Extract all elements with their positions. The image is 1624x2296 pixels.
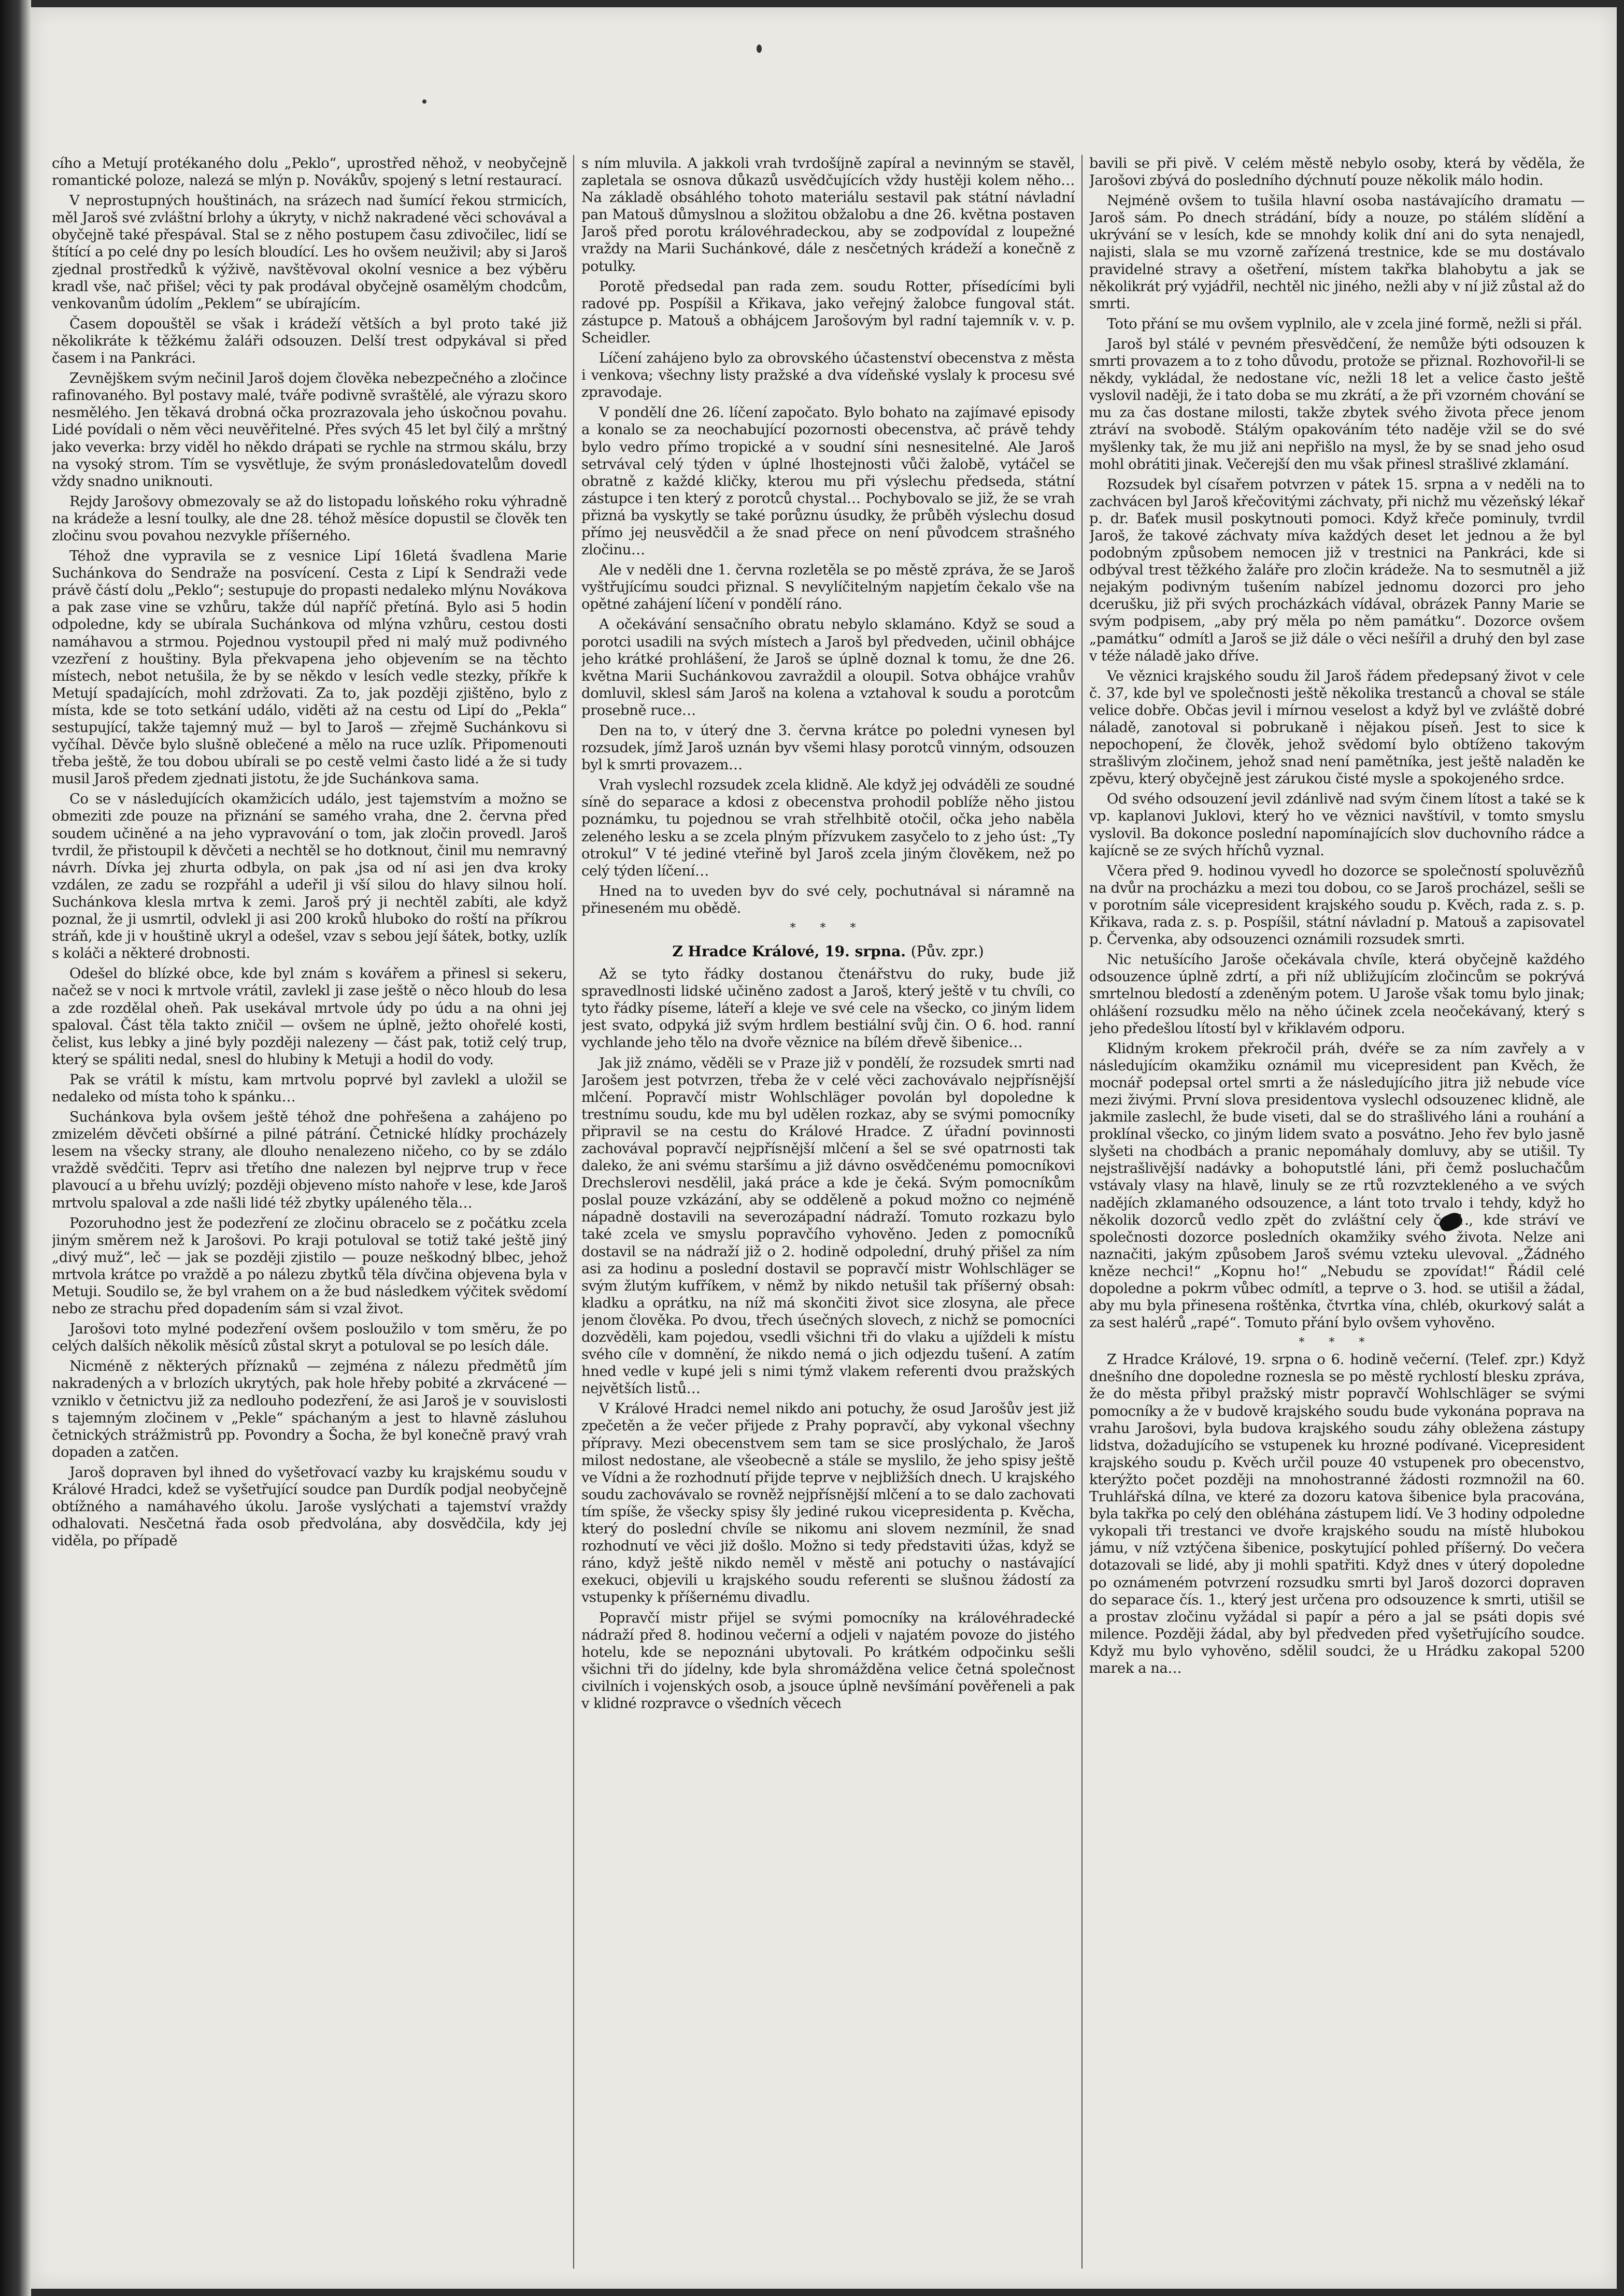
paragraph: Ve věznici krajského soudu žil Jaroš řádem předepsaný život v cele č. 37, kde byl ve společnosti ještě několika trestanců a choval se stále velice dobře. Občas jevil i mírnou veselost a když byl ve zvláště dobré náladě, zanotoval si pobrukaně i nějakou píseň. Jest to sice k nepochopení, že člověk, jehož svědomí bylo obtíženo takovým strašlivým zločinem, jehož snad není pamětníka, jest ještě naladěn ke zpěvu, který obyčejně jest zárukou čisté mysle a spokojeného srdce. [1089, 668, 1585, 787]
paragraph: Včera před 9. hodinou vyvedl ho dozorce se společností spoluvězňů na dvůr na procházku a mezi tou dobou, co se Jaroš procházel, sešli se v porotním sále vicepresident krajského soudu p. Kvěch, rada z. s. p. Křikava, rada z. s. p. Pospíšil, státní návladní p. Matouš a zapisovatel p. Červenka, aby odsouzenci oznámili rozsudek smrti. [1089, 863, 1585, 948]
column-rule [1081, 155, 1082, 2269]
paragraph: Až se tyto řádky dostanou čtenářstvu do ruky, bude již spravedlnosti lidské učiněno zadost a Jaroš, který ještě v tu chvíli, co tyto řádky píseme, láteří a kleje ve své cele na všecko, co jiným lidem jest svato, odpyká již svým hrdlem bestiální svůj čin. O 6. hod. ranní vychlande jeho tělo na dvoře věznice na bílém dřevě šibenice… [581, 966, 1075, 1051]
paragraph: Jarošovi toto mylné podezření ovšem posloužilo v tom směru, že po celých dalších několik měsíců zůstal skryt a potuloval se po lesích dále. [52, 1321, 567, 1355]
paragraph: Den na to, v úterý dne 3. června krátce po poledni vynesen byl rozsudek, jímž Jaroš uznán byv všemi hlasy porotců vinným, odsouzen byl k smrti provazem… [581, 723, 1075, 773]
dateline-place: Z Hradce Králové, 19. srpna. [672, 943, 906, 960]
paragraph: Z Hradce Králové, 19. srpna o 6. hodině večerní. (Telef. zpr.) Když dnešního dne dopoledne roznesla se po městě rychlostí blesku zpráva, že do města přibyl pražský mistr popravčí Wohlschläger se svými pomocníky a že v budově krajského soudu bude vykonána poprava na vrahu Jarošovi, byla budova krajského soudu záhy obležena zástupy lidstva, dožadujícího se vstupenek ku hrozné podívané. Vicepresident krajského soudu p. Kvěch určil pouze 40 vstupenek pro obecenstvo, kterýžto počet později na mnohostranné žádosti rozmnožil na 60. Truhlářská dílna, ve které za dozoru katova šibenice byla pracována, byla takřka po celý den obléhána zástupem lidí. Ve 3 hodiny odpoledne vykopali tři trestanci ve dvoře krajského soudu na místě hlubokou jámu, v níž vztýčena šibenice, poskytující pohled příšerný. Do večera dotazovali se lidé, aby ji mohli spatřiti. Když dnes v úterý dopoledne po oznámeném potvrzení rozsudku smrti byl Jaroš dozorci dopraven do separace čís. 1., který jest určena pro odsouzence k smrti, utišil se a prostav zločinu vyžádal si papír a péro a jal se psáti dopis své milence. Později žádal, aby byl předveden před vyšetřujícího soudce. Když mu bylo vyhověno, sdělil soudci, že u Hrádku zakopal 5200 marek a na… [1089, 1352, 1585, 1676]
paragraph: V Králové Hradci nemel nikdo ani potuchy, že osud Jarošův jest již zpečetěn a že večer přijede z Prahy popravčí, aby vykonal všechny přípravy. Mezi obecenstvem sem tam se sice proslýchalo, že Jaroš milost nedostane, ale všeobecně a stále se myslilo, že jeho spisy ještě ve Vídni a že rozhodnutí přijde teprve v nejbližších dnech. U krajského soudu zachovávalo se rovněž nejpřísnější mlčení a to se dalo zachovati tím spíše, že všecky spisy šly jediné rukou vicepresidenta p. Kvěcha, který do poslední chvíle se nikomu ani slovem nezmínil, že snad rozhodnutí ve věci již došlo. Možno si tedy představiti úžas, když se ráno, když ještě nikdo neměl v městě ani potuchy o nastávající exekuci, objevili u krajského soudu referenti se slušnou žádostí za vstupenky k příšernému divadlu. [581, 1401, 1075, 1606]
paragraph: Od svého odsouzení jevil zdánlivě nad svým činem lítost a také se k vp. kaplanovi Juklovi, který ho ve věznici navštívil, v tomto smyslu vyslovil. Ba dokonce poslední napomínajících slov duchovního rádce a kajícně se ze svých hříchů vyznal. [1089, 791, 1585, 859]
paragraph: Vrah vyslechl rozsudek zcela klidně. Ale když jej odváděli ze soudné síně do separace a kdosi z obecenstva prohodil poblíže něho jistou poznámku, tu pojednou se vrah střelhbitě otočil, očka jeho naběla zeleného lesku a se zcela plným přízvukem zasyčelo to z jeho úst: „Ty otrokul“ V té jediné vteřině byl Jaroš zcela jiným člověkem, než po celý týden líčení… [581, 777, 1075, 879]
paragraph: Porotě předsedal pan rada zem. soudu Rotter, přísedícími byli radové pp. Pospíšil a Křikava, jako veřejný žalobce fungoval stát. zástupce p. Matouš a obhájcem Jarošovým byl radní tajemník v. v. p. Scheidler. [581, 278, 1075, 346]
paragraph: Jak již známo, věděli se v Praze již v pondělí, že rozsudek smrti nad Jarošem jest potvrzen, třeba že v celé věci zachovávalo nejpřísnější mlčení. Popravčí mistr Wohlschläger povolán byl dopoledne k trestnímu soudu, kde mu byl udělen rozkaz, aby se svými pomocníky připravil se na cestu do Králové Hradce. Z úřadní povinnosti zachovával popravčí nejpřísnější mlčení a šel se své opatrnosti tak daleko, že ani svému staršímu a již dávno osvědčenému pomocníkovi Drechslerovi nesdělil, jaká práce a kde je čeká. Svým pomocníkům poslal pouze vzkázání, aby se odděleně a pokud možno co nejméně nápadně dostavili na severozápadní nádraží. Tomuto rozkazu bylo také zcela ve smyslu popravčího vyhověno. Jeden z pomocníků dostavil se na nádraží již o 2. hodině odpolední, druhý přišel za ním asi za hodinu a poslední dostavil se popravčí mistr Wohlschläger se svým žlutým kufříkem, v němž by nikdo netušil tak příšerný obsah: kladku a oprátku, na níž má skončiti život sice zlosyna, ale přece jenom člověka. Po dvou, třech úsečných slovech, z nichž se pomocníci dozvěděli, kam pojedou, vsedli všichni tři do vlaku a ujíždeli k místu svého cíle v domnění, že nikdo nemá o jich odjezdu tušení. A zatím hned vedle v kupé jeli s nimi týmž vlakem referenti dvou pražských největších listů… [581, 1055, 1075, 1397]
article-telephone-report [1089, 1351, 1585, 1677]
paragraph: Nic netušícího Jaroše očekávala chvíle, která obyčejně každého odsouzence úplně zdrtí, a při níž ubližujícím zločincům se pokrývá smrtelnou bledostí a zdeněným potem. U Jaroše však tomu bylo jinak; ohlášení rozsudku mělo na něho účinek zcela neočekávaný, který s jeho předešlou lítostí byl v křiklavém odporu. [1089, 952, 1585, 1037]
paragraph: V pondělí dne 26. líčení započato. Bylo bohato na zajímavé episody a konalo se za neochabující pozornosti obecenstva, ač právě tehdy bylo vedro přímo tropické a v soudní síni nesnesitelné. Ale Jaroš setrvával celý týden v úplné lhostejnosti vůči žalobě, vytáčel se obratně z každé kličky, kterou mu při výslechu předseda, státní zástupce i ten který z porotců chystal… Pochybovalo se již, že se vrah přizná ba vyskytly se také porůznu úsudky, že průběh výslechu dosud přímo jej neusvědčil a že snad přece on není původcem strašného zločinu… [581, 405, 1075, 558]
scan-edge [0, 0, 31, 2296]
paragraph: Líčení zahájeno bylo za obrovského účastenství obecenstva z města i venkova; všechny listy pražské a dva vídeňské vyslaly k procesu své zpravodaje. [581, 350, 1075, 401]
column-1 [52, 155, 567, 2269]
section-stars: * * * [790, 922, 866, 935]
paragraph: bavili se při pivě. V celém městě nebylo osoby, která by věděla, že Jarošovi zbývá do posledního dýchnutí pouze několik málo hodin. [1089, 155, 1585, 189]
article-jaros-last-day [1089, 155, 1585, 1331]
paragraph: Jaroš dopraven byl ihned do vyšetřovací vazby ku krajskému soudu v Králové Hradci, kdež se vyšetřující soudce pan Durdík podjal neobyčejně obtížného a namáhavého úkolu. Jaroše vyslýchati a tajemství vraždy odhalovati. Nesčetná řada osob předvolána, aby dosvědčila, kdy jej viděla, po případě [52, 1464, 567, 1549]
paragraph: Toto přání se mu ovšem vyplnilo, ale v zcela jiné formě, nežli si přál. [1107, 315, 1583, 332]
paragraph: Jaroš byl stálé v pevném přesvědčení, že nemůže býti odsouzen k smrti provazem a to z toho důvodu, protože se přiznal. Rozhovořil-li se někdy, vykládal, že nedostane víc, nežli 18 let a velice často ještě vyslovil naději, že i tato doba se mu zkrátí, a že při vzorném chování se mu za čas dostane milosti, takže zbytek svého života přece jenom ztráví na svobodě. Stálým opakováním této naděje vžil se do své myšlenky tak, že mu již ani nepřišlo na mysl, že by se snad jeho osud mohl obrátiti jinak. Večerejší den mu však přinesl strašlivé zklamání. [1089, 336, 1585, 472]
column-rule [573, 155, 574, 2269]
article-jaros-trial [581, 155, 1075, 917]
newspaper-page [31, 7, 1617, 2289]
paragraph: Rejdy Jarošovy obmezovaly se až do listopadu loňského roku výhradně na krádeže a lesní toulky, ale dne 28. téhož měsíce dopustil se člověk ten zločinu svou povahou nezvykle příšerného. [52, 493, 567, 544]
ink-speck [757, 45, 762, 53]
paragraph: V neprostupných houštinách, na srázech nad šumící řekou strmicích, měl Jaroš své zvláštní brlohy a úkryty, v nichž nakradené věci schovával a obyčejně také přespával. Stal se z něho postupem času zdivočilec, lidí se štítící a po celé dny po lesích bloudící. Les ho ovšem neuživil; aby si Jaroš zjednal prostředků k výživě, navštěvoval okolní vesnice a bez výběru kradl vše, nač přišel; věci ty pak prodával obyčejně osamělým chodcům, venkovanům údolím „Peklem“ se ubírajícím. [52, 193, 567, 312]
column-3 [1089, 155, 1585, 2269]
paragraph: Pak se vrátil k místu, kam mrtvolu poprvé byl zavlekl a uložil se nedaleko od místa toho k spánku… [52, 1071, 567, 1105]
column-2 [581, 155, 1075, 2269]
dateline-agency: (Pův. zpr.) [910, 943, 984, 960]
paragraph: Téhož dne vypravila se z vesnice Lipí 16letá švadlena Marie Suchánkova do Sendraže na posvícení. Cesta z Lipí k Sendraži vede právě částí dolu „Peklo“; sestupuje do propasti nedaleko mlýnu Novákova a pak zase vine se vzhůru, takže dúl napříč přetíná. Bylo asi 5 hodin odpoledne, kdy se ubírala Suchánkova od mlýna vzhůru, cestou dosti namáhavou a strmou. Pojednou vystoupil před ni malý muž podivného vzezření z houštiny. Byla překvapena jeho objevením se na těchto místech, nebot netušila, že by se někdo v lesích vedle stezky, příkře k Metují spadajících, mohl zdržovati. Za to, jak později zjištěno, bylo z místa, kde se toto setkání událo, viděti až na cestu od Lipí do „Pekla“ sestupující, takže tajemný muž — byl to Jaroš — zřejmě Suchánkovu si vyčíhal. Děvče bylo slušně oblečené a mělo na ruce uzlík. Připomenouti třeba ještě, že tou dobou ubírali se po cestě velmi často lidé a že si tudy musil Jaroš předem zjednati jistotu, že jde Suchánkova sama. [52, 548, 567, 787]
paragraph: Hned na to uveden byv do své cely, pochutnával si náramně na přineseném mu obědě. [581, 883, 1075, 916]
ink-speck [422, 99, 426, 104]
paragraph: Co se v následujících okamžicích událo, jest tajemstvím a možno se obmeziti zde pouze na přiznání se samého vraha, dne 2. června před soudem učiněné a na jeho vypravování o tom, jak zločin provedl. Jaroš tvrdil, že přistoupil k děvčeti a nechtěl se ho dotknout, činil mu nemravný návrh. Dívka jej zhurta odbyla, on pak ‚jsa od ní asi jen dva kroky vzdálen, ze zadu se rozpřáhl a udeřil ji vší silou do hlavy silnou holí. Suchánkova klesla mrtva k zemi. Jaroš prý ji nechtěl zabíti, ale když poznal, že ji usmrtil, odvlekl ji asi 200 kroků hluboko do roští na příkrou stráň, kde ji v houštině ukryl a odešel, vzav s sebou její šátek, botky, uzlík s koláči a některé drobnosti. [52, 791, 567, 962]
paragraph: A očekávání sensačního obratu nebylo sklamáno. Když se soud a porotci usadili na svých místech a Jaroš byl předveden, učinil obhájce jeho krátké prohlášení, že Jaroš se úplně doznal k tomu, že dne 26. května Marii Suchánkovou zavraždil a oloupil. Sotva obhájce vrahův domluvil, sklesl sám Jaroš na kolena a vztahoval k soudu a porotcům prosebně ruce… [581, 616, 1075, 719]
paragraph: Suchánkova byla ovšem ještě téhož dne pohřešena a zahájeno po zmizelém děvčeti obšírné a pilné pátrání. Četnické hlídky procházely lesem na všecky strany, ale dlouho nenalezeno ničeho, co by se zdálo vraždě svědčiti. Teprv asi třetího dne nalezen byl nejprve trup v řece plavoucí a u břehu uvízlý; později objeveno místo nahoře v lese, kde Jaroš mrtvolu spaloval a zde našli lidé též zbytky upáleného těla… [52, 1109, 567, 1211]
paragraph: Nicméně z některých příznaků — zejména z nálezu předmětů jím nakradených a v brlozích ukrytých, pak hole hřeby pobité a zkrvácené — vzniklo v četnictvu již za nedlouho podezření, že asi Jaroš je v souvislosti s tajemným zločinem v „Pekle“ spáchaným a jest to hlavně zásluhou četnických strážmistrů pp. Povondry a Šocha, že byl konečně pravý vrah dopaden a zatčen. [52, 1358, 567, 1460]
paragraph: Nejméně ovšem to tušila hlavní osoba nastávajícího dramatu — Jaroš sám. Po dnech strádání, bídy a nouze, po stálém slídění a ukrývání se v lesích, kde se mnohdy kolik dní ani do syta nenajedl, najisti, slala se mu vzorně zařízená trestnice, kde se mu dostávalo pravidelné stravy a ošetření, místem takřka blahobytu a jak se několikrát prý vyjádřil, nechtěl nic jiného, nežli aby v ní již zůstal až do smrti. [1089, 193, 1585, 312]
paragraph: Rozsudek byl císařem potvrzen v pátek 15. srpna a v neděli na to zachvácen byl Jaroš křečovitými záchvaty, při nichž mu vězeňský lékař p. dr. Baťek musil poskytnouti pomoci. Když křeče pominuly, tvrdil Jaroš, že takové záchvaty míva každých deset let jednou a že byl podobným způsobem nemocen již v trestnici na Pankráci, kde si odbýval trest těžkého žaláře pro zločin krádeže. Na to sesmutněl a již nejakým podivným tušením nabízel jednomu dozorci pro jeho dcerušku, již při svých procházkách vídával, obrázek Panny Marie se svým podpisem, „aby prý měla po něm památku“. Dozorce ovšem „památku“ odmítl a Jaroš se již dále o věci nešířil a druhý den byl zase v téže náladě jako dříve. [1089, 476, 1585, 664]
paragraph: Časem dopouštěl se však i krádeží větších a byl proto také již několikráte k těžkému žaláři odsouzen. Delší trest odpykával si před časem i na Pankráci. [52, 315, 567, 367]
paragraph: Popravčí mistr přijel se svými pomocníky na královéhradecké nádraží před 8. hodinou večerní a odjeli v najatém povoze do jistého hotelu, kde se nepoznáni ubytovali. Po krátkém odpočinku sešli všichni tři do jídelny, kde byla shromážděna velice četná společnost civilních i vojenských osob, a jsouce úplně nevšímání pověřeneli a pak v klidné rozpravce o všedních věcech [581, 1610, 1075, 1712]
section-stars: * * * [1299, 1336, 1375, 1350]
paragraph: Odešel do blízké obce, kde byl znám s kovářem a přinesl si sekeru, načež se v noci k mrtvole vrátil, zavlekl ji zase ještě o něco hloub do lesa a zde rozdělal oheň. Pak usekával mrtvole údy po údu a na ohni jej spaloval. Část těla takto zničil — ovšem ne úplně, ježto ohořelé kosti, čelist, kus lebky a jiné byly později nalezeny — část pak, totiž celý trup, který se spáliti nedal, snesl do hlubiny k Metuji a hodil do vody. [52, 966, 567, 1068]
paragraph: cího a Metují protékaného dolu „Peklo“, uprostřed něhož, v neobyčejně romantické poloze, nalezá se mlýn p. Novákův, spojený s letní restaurací. [52, 155, 567, 189]
paragraph: Klidným krokem překročil práh, dvéře se za ním zavřely a v následujícím okamžiku oznámil mu vicepresident pan Kvěch, že mocnář podepsal ortel smrti a že následujícího jitra již nebude více mezi živými. První slova presidentova vyslechl odsouzenec klidně, ale jakmile zaslechl, že bude viseti, dal se do strašlivého láni a rouhání a proklínal všecko, co jiným lidem svato a posvátno. Jeho řev bylo jasně slyšeti na chodbách a pranic nepomáhaly domluvy, aby se utišil. Ty nejstrašlivější nadávky a bohoputstlé láni, při čemž posluchačům vstávaly vlasy na hlavě, linuly se ze rtů rozvztekleného a ve svých nadějích zklamaného odsouzence, a lánt toto trvalo i tehdy, když ho několik dozorců vedlo zpět do zvláštní cely č. 1., kde stráví ve společnosti dozorce posledních okamžiky svého života. Nelze ani naznačiti, jakým způsobem Jaroš svému vzteku ulevoval. „Žádného kněze nechci!“ „Kopnu ho!“ „Nebudu se zpovídat!“ Řádil celé dopoledne a pokrm vůbec odmítl, a teprve o 3. hod. se utišil a žádal, aby mu byla přinesena roštěnka, čtvrtka vína, chléb, okurkový salát a za sest halérů „rapé“. Tomuto přání bylo ovšem vyhověno. [1089, 1040, 1585, 1331]
paragraph: Ale v neděli dne 1. června rozletěla se po městě zpráva, že se Jaroš vyštřujícímu soudci přiznal. S nevylíčitelným napjetím čekalo vše na opětné zahájení líčení v pondělí ráno. [581, 562, 1075, 613]
article-execution-preparations [581, 966, 1075, 1712]
paragraph: Pozoruhodno jest že podezření ze zločinu obracelo se z počátku zcela jiným směrem než k Jarošovi. Po kraji potuloval se totiž také ještě jiný „divý muž“, leč — jak se později zjistilo — pouze neškodný blbec, jehož mrtvola krátce po vraždě a po nálezu zbytků těla dívčina objevena byla v Metuji. Soudilo se, že byl vrahem on a že bud následkem výčitek svědomí nebo ze strachu před dopadením sám si vzal život. [52, 1215, 567, 1317]
paragraph: s ním mluvila. A jakkoli vrah tvrdošíjně zapíral a nevinným se stavěl, zapletala se osnova důkazů usvědčujících vždy hustěji kolem něho… Na základě obsáhlého tohoto materiálu sestavil pak státní návladní pan Matouš důmyslnou a složitou obžalobu a dne 26. května postaven Jaroš před porotu královéhradeckou, aby se zodpovídal z loupežné vraždy na Marii Suchánkové, dále z nesčetných krádeží a konečně z potulky. [581, 155, 1075, 275]
paragraph: Zevnějškem svým nečinil Jaroš dojem člověka nebezpečného a zločince rafinovaného. Byl postavy malé, tváře podivně svraštělé, ale výrazu skoro nesmělého. Jen těkavá drobná očka prozrazovala jeho úskočnou povahu. Lidé povídali o něm věci neuvěřitelné. Přes svých 45 let byl čilý a mrštný jako veverka: brzy viděl ho někdo drápati se rychle na strmou skálu, brzy na vysoký strom. Tím se vysvětluje, že svým pronásledovatelům dovedl vždy snadno uniknouti. [52, 370, 567, 490]
dateline-hradec-1 [581, 943, 1075, 960]
